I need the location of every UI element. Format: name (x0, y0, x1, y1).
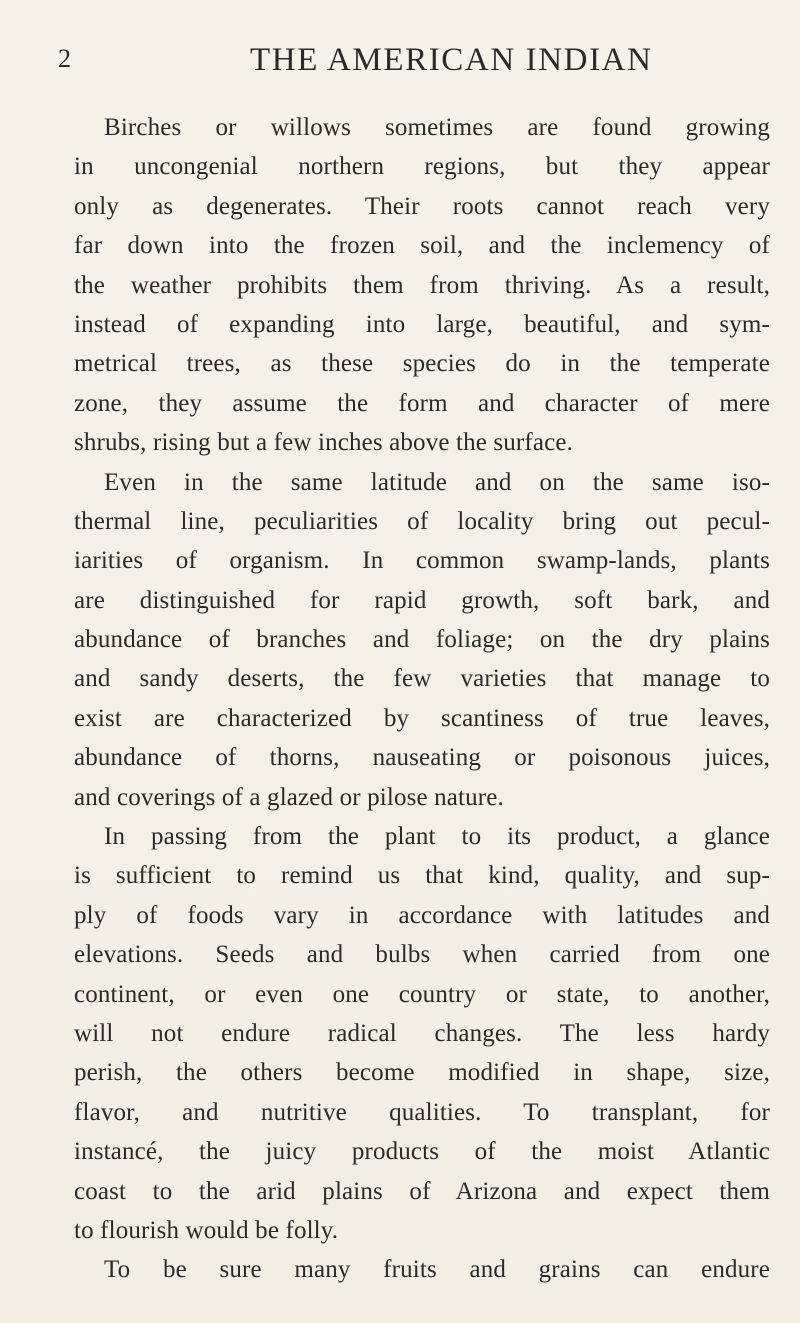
text-line: metrical trees, as these species do in the temperate (74, 350, 770, 378)
text-line: will not endure radical changes. The less hardy (74, 1019, 770, 1047)
text-line: instead of expanding into large, beautiful, and sym- (74, 310, 770, 338)
text-line: abundance of thorns, nauseating or poisonous juices, (74, 744, 770, 772)
text-line: and coverings of a glazed or pilose nature. (74, 783, 504, 811)
text-line: to flourish would be folly. (74, 1216, 339, 1244)
page-title: THE AMERICAN INDIAN (250, 42, 653, 78)
body-text (74, 108, 770, 1290)
text-line: instancé, the juicy products of the moist Atlantic (74, 1138, 770, 1166)
text-line: shrubs, rising but a few inches above the surface. (74, 429, 574, 457)
text-line: Even in the same latitude and on the same iso- (104, 468, 770, 496)
text-line: and sandy deserts, the few varieties that manage to (74, 665, 770, 693)
text-line: exist are characterized by scantiness of true leaves, (74, 704, 770, 732)
text-line: flavor, and nutritive qualities. To transplant, for (74, 1098, 770, 1126)
text-line: continent, or even one country or state, to another, (74, 980, 770, 1008)
text-line: the weather prohibits them from thriving. As a result, (74, 271, 770, 299)
text-line: in uncongenial northern regions, but they appear (74, 153, 770, 181)
text-line: far down into the frozen soil, and the inclemency of (74, 232, 770, 260)
text-line: only as degenerates. Their roots cannot reach very (74, 192, 770, 220)
text-line: is sufficient to remind us that kind, quality, and sup- (74, 862, 770, 890)
text-line: ply of foods vary in accordance with latitudes and (74, 901, 770, 929)
text-line: thermal line, peculiarities of locality bring out pecul- (74, 507, 770, 535)
page-number: 2 (58, 44, 72, 73)
text-line: elevations. Seeds and bulbs when carried from one (74, 941, 770, 969)
text-line: perish, the others become modified in shape, size, (74, 1059, 770, 1087)
text-line: iarities of organism. In common swamp-lands, plants (74, 547, 770, 575)
text-line: In passing from the plant to its product, a glance (104, 823, 770, 851)
text-line: Birches or willows sometimes are found growing (104, 114, 770, 141)
running-header (58, 42, 758, 86)
text-line: To be sure many fruits and grains can endure (104, 1256, 770, 1284)
text-line: coast to the arid plains of Arizona and expect them (74, 1177, 770, 1205)
text-line: are distinguished for rapid growth, soft bark, and (74, 586, 770, 614)
text-line: abundance of branches and foliage; on the dry plains (74, 626, 770, 654)
text-line: zone, they assume the form and character of mere (74, 389, 770, 417)
